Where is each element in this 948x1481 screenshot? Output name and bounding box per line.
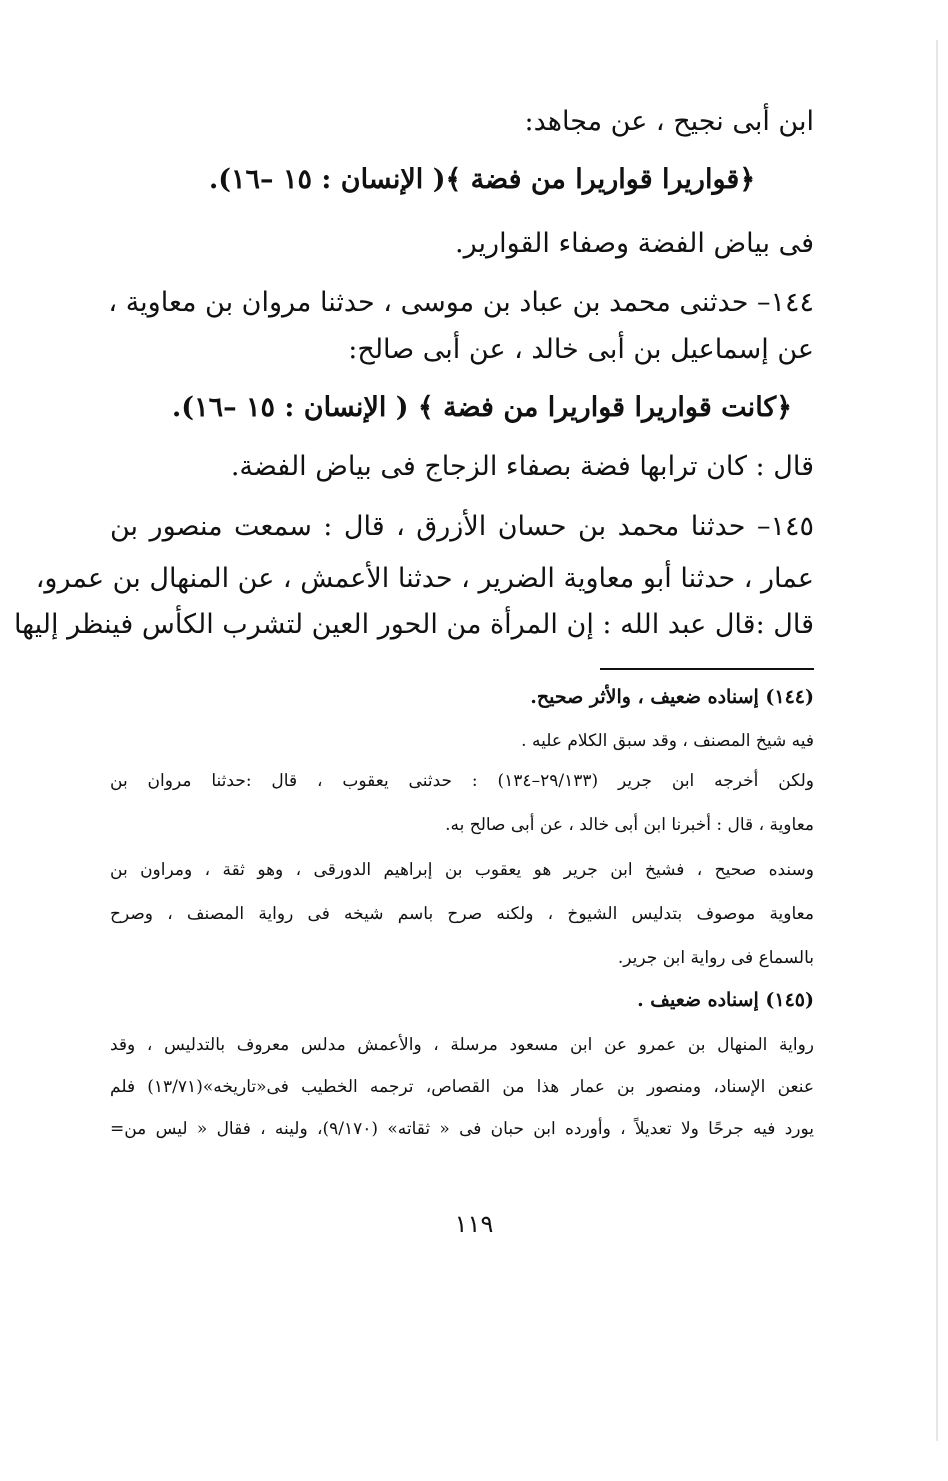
hadith-144-line-1: ١٤٤– حدثنى محمد بن عباد بن موسى ، حدثنا مروان بن معاوية ، (108, 287, 814, 318)
body-line-7: قال : كان ترابها فضة بصفاء الزجاج فى بياض الفضة. (230, 451, 814, 482)
footnote-separator (600, 668, 814, 670)
footnote-line: بالسماع فى رواية ابن جرير. (617, 948, 814, 968)
page-number: ١١٩ (454, 1210, 494, 1238)
footnote-line: فيه شيخ المصنف ، وقد سبق الكلام عليه . (521, 731, 814, 751)
hadith-145-line-1: ١٤٥– حدثنا محمد بن حسان الأزرق ، قال : سمعت منصور بن (110, 511, 814, 542)
hadith-145-line-2: عمار ، حدثنا أبو معاوية الضرير ، حدثنا الأعمش ، عن المنهال بن عمرو، (35, 563, 814, 594)
quran-verse-1: ﴿قواريرا قواريرا من فضة ﴾( الإنسان : ١٥ –١٦). (208, 164, 756, 195)
footnote-line: يورد فيه جرحًا ولا تعديلاً ، وأورده ابن حبان فى « ثقاته» (٩/١٧٠)، ولينه ، فقال « ليس من= (110, 1119, 814, 1139)
footnote-line: رواية المنهال بن عمرو عن ابن مسعود مرسلة ، والأعمش مدلس معروف بالتدليس ، وقد (110, 1035, 814, 1055)
footnote-line: ولكن أخرجه ابن جرير (٢٩/١٣٣–١٣٤) : حدثنى يعقوب ، قال :حدثنا مروان بن (110, 771, 814, 791)
body-line-3: فى بياض الفضة وصفاء القوارير. (455, 228, 814, 259)
body-line-1: ابن أبى نجيح ، عن مجاهد: (524, 106, 814, 137)
hadith-145-line-3: قال :قال عبد الله : إن المرأة من الحور العين لتشرب الكأس فينظر إليها (13, 609, 814, 640)
quran-verse-2: ﴿كانت قواريرا قواريرا من فضة ﴾ ( الإنسان : ١٥ –١٦). (171, 392, 793, 423)
hadith-144-line-2: عن إسماعيل بن أبى خالد ، عن أبى صالح: (348, 334, 814, 365)
footnote-145-heading: (١٤٥) إسناده ضعيف . (637, 989, 814, 1011)
footnote-line: وسنده صحيح ، فشيخ ابن جرير هو يعقوب بن إبراهيم الدورقى ، وهو ثقة ، ومراون بن (110, 860, 814, 880)
footnote-144-heading: (١٤٤) إسناده ضعيف ، والأثر صحيح. (530, 686, 814, 708)
footnote-line: معاوية موصوف بتدليس الشيوخ ، ولكنه صرح باسم شيخه فى رواية المصنف ، وصرح (110, 904, 814, 924)
footnote-line: عنعن الإسناد، ومنصور بن عمار هذا من القصاص، ترجمه الخطيب فى«تاريخه»(١٣/٧١) فلم (110, 1077, 814, 1097)
footnote-line: معاوية ، قال : أخبرنا ابن أبى خالد ، عن أبى صالح به. (445, 815, 814, 835)
